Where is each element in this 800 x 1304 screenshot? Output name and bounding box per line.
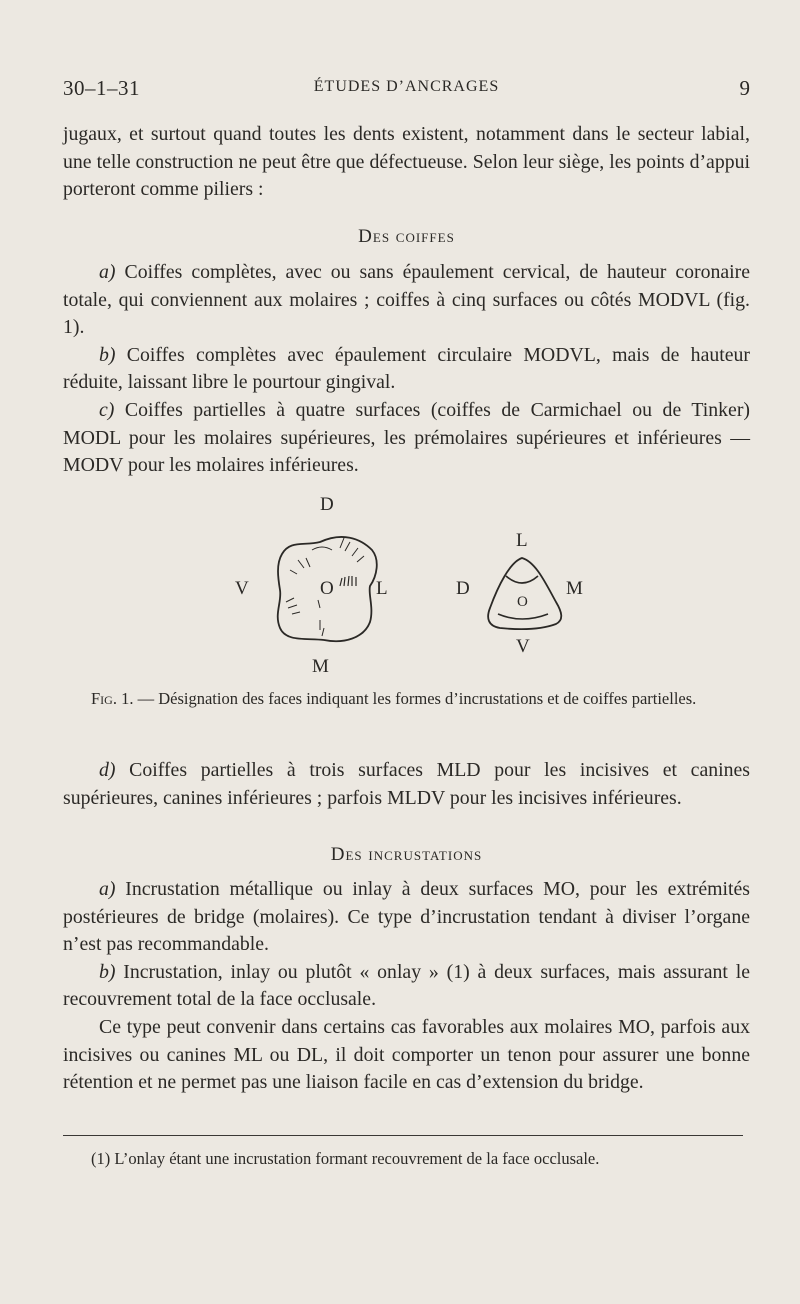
- list-item: b) Coiffes complètes avec épaulement circulaire MODVL, mais de hauteur réduite, laissant libre le pourtour gingival.: [63, 343, 751, 394]
- item-d-block: [63, 757, 750, 812]
- molar-label-top: D: [320, 494, 334, 515]
- running-head: [63, 76, 750, 102]
- molar-label-right: L: [376, 578, 388, 599]
- molar-label-bottom: M: [312, 656, 329, 677]
- page-number: 9: [739, 76, 750, 100]
- running-title: ÉTUDES D’ANCRAGES: [313, 78, 500, 95]
- list-item: c) Coiffes partielles à quatre surfaces (coiffes de Carmichael ou de Tinker) MODL pour les molaires supérieures, les prémolaires supérieures et inférieures — MODV pour les molaires inférieures.: [63, 398, 750, 477]
- list-item: b) Incrustation, inlay ou plutôt « onlay » (1) à deux surfaces, mais assurant le recouvrement total de la face occlusale.: [63, 960, 750, 1011]
- caption-label: Fig. 1.: [91, 689, 134, 708]
- intro-paragraph: jugaux, et surtout quand toutes les dents existent, notamment dans le secteur labial, une telle construction ne peut être que défectueuse. Selon leur siège, les points d’appui porteront comme piliers :: [63, 123, 750, 201]
- incisor-label-center: O: [517, 594, 528, 610]
- molar-label-center: O: [320, 578, 334, 599]
- incisor-label-right: M: [566, 578, 583, 599]
- incisor-label-top: L: [516, 530, 528, 551]
- closing-paragraph: Ce type peut convenir dans certains cas favorables aux molaires MO, parfois aux incisives ou canines ML ou DL, il doit comporter un tenon pour assurer une bonne rétention et ne permet pas une liaison facile en cas d’extension du bridge.: [63, 1015, 750, 1094]
- intro-block: [63, 121, 750, 204]
- figure-1: [220, 490, 600, 680]
- incrustations-list: [63, 876, 750, 1097]
- figure-1-drawing: [220, 490, 600, 680]
- section-heading-incrustations: Des incrustations: [330, 844, 483, 865]
- page-range: 30–1–31: [63, 76, 140, 100]
- list-item: a) Coiffes complètes, avec ou sans épaulement cervical, de hauteur coronaire totale, qui conviennent aux molaires ; coiffes à cinq surfaces ou côtés MODVL (fig. 1).: [63, 261, 750, 339]
- footnote: (1) L’onlay étant une incrustation formant recouvrement de la face occlusale.: [91, 1149, 600, 1168]
- list-item: d) Coiffes partielles à trois surfaces MLD pour les incisives et canines supérieures, canines inférieures ; parfois MLDV pour les incisives inférieures.: [63, 759, 750, 809]
- incisor-label-left: D: [456, 578, 470, 599]
- list-item: a) Incrustation métallique ou inlay à deux surfaces MO, pour les extrémités postérieures de bridge (molaires). Ce type d’incrustation tendant à diviser l’organe n’est pas recommandable.: [63, 878, 750, 956]
- incisor-label-bottom: V: [516, 636, 530, 657]
- section-heading-coiffes: Des coiffes: [358, 226, 455, 247]
- footnote-rule: [63, 1135, 743, 1136]
- coiffes-list: [63, 259, 750, 480]
- figure-caption: [63, 688, 750, 710]
- caption-text: — Désignation des faces indiquant les formes d’incrustations et de coiffes partielles.: [137, 689, 697, 708]
- molar-label-left: V: [235, 578, 249, 599]
